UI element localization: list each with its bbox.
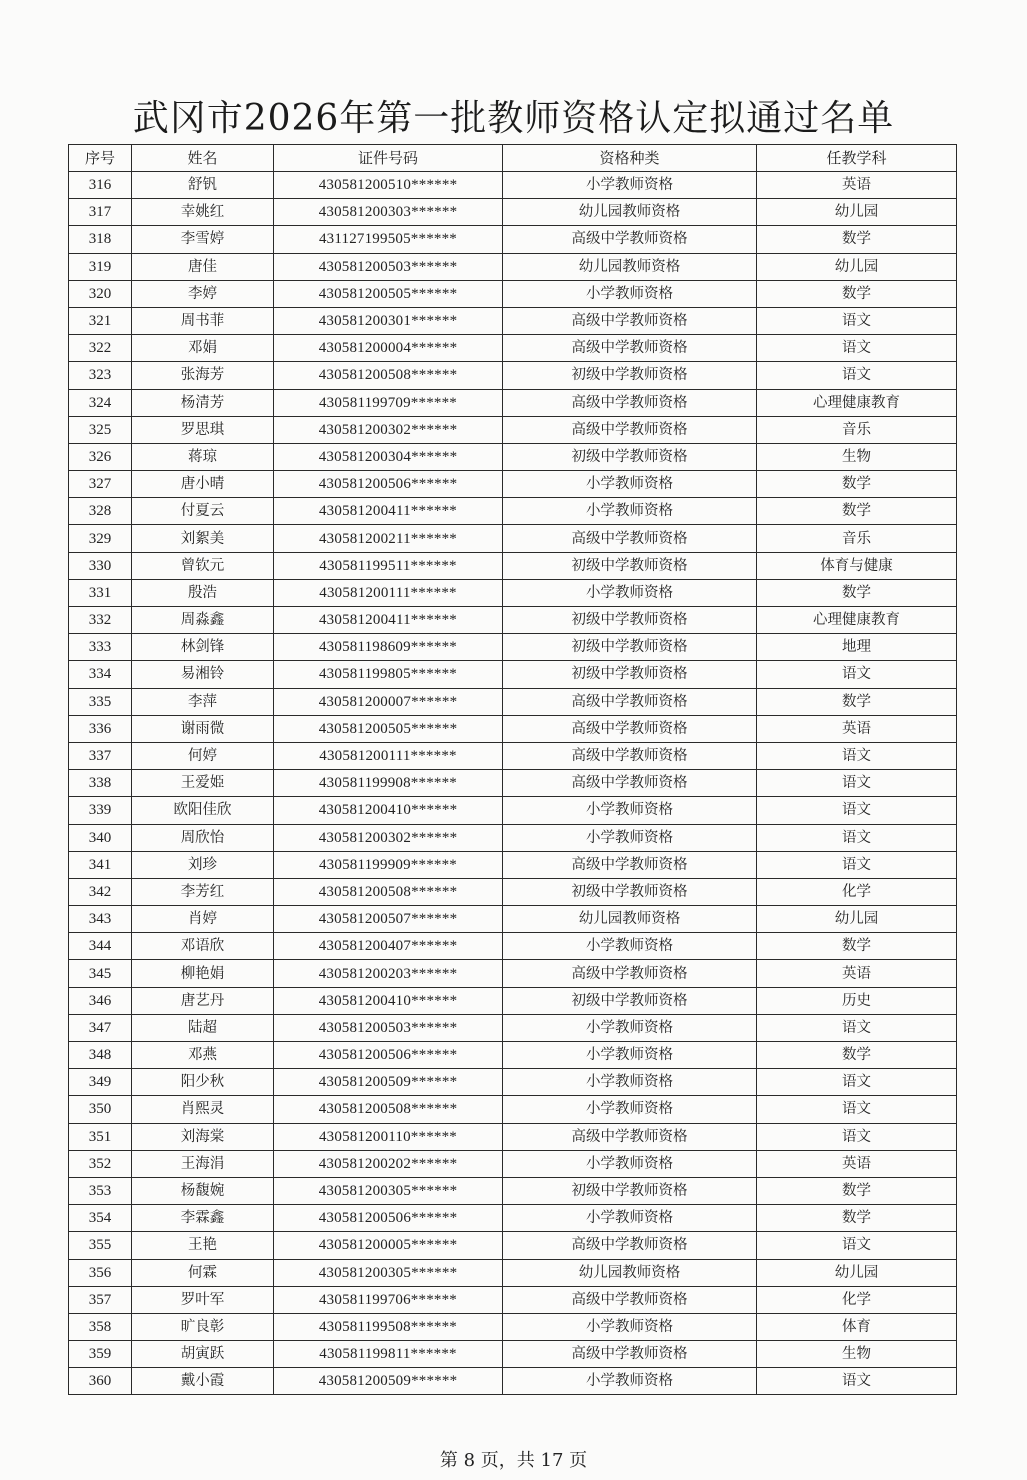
id-number-cell: 430581200503******: [274, 1014, 503, 1041]
serial-cell: 342: [69, 878, 132, 905]
id-number-cell: 430581200509******: [274, 1069, 503, 1096]
table-row: [69, 307, 957, 334]
subject-cell: 音乐: [757, 525, 957, 552]
serial-cell: 332: [69, 607, 132, 634]
qualification-cell: 初级中学教师资格: [503, 878, 757, 905]
serial-cell: 326: [69, 443, 132, 470]
name-cell: 谢雨微: [132, 715, 274, 742]
name-cell: 阳少秋: [132, 1069, 274, 1096]
table-row: [69, 1259, 957, 1286]
serial-cell: 333: [69, 634, 132, 661]
id-number-cell: 431127199505******: [274, 226, 503, 253]
name-cell: 杨馥婉: [132, 1177, 274, 1204]
header-subject: 任教学科: [757, 145, 957, 172]
name-cell: 刘絮美: [132, 525, 274, 552]
serial-cell: 348: [69, 1042, 132, 1069]
serial-cell: 322: [69, 335, 132, 362]
table-row: [69, 1232, 957, 1259]
qualification-cell: 小学教师资格: [503, 579, 757, 606]
table-row: [69, 715, 957, 742]
subject-cell: 数学: [757, 1042, 957, 1069]
serial-cell: 343: [69, 906, 132, 933]
table-row: [69, 280, 957, 307]
name-cell: 林剑锋: [132, 634, 274, 661]
serial-cell: 360: [69, 1368, 132, 1395]
id-number-cell: 430581199805******: [274, 661, 503, 688]
id-number-cell: 430581200506******: [274, 1205, 503, 1232]
serial-cell: 344: [69, 933, 132, 960]
name-cell: 殷浩: [132, 579, 274, 606]
serial-cell: 329: [69, 525, 132, 552]
table-row: [69, 797, 957, 824]
name-cell: 李芳红: [132, 878, 274, 905]
name-cell: 何婷: [132, 742, 274, 769]
subject-cell: 心理健康教育: [757, 607, 957, 634]
serial-cell: 331: [69, 579, 132, 606]
name-cell: 周淼鑫: [132, 607, 274, 634]
id-number-cell: 430581200005******: [274, 1232, 503, 1259]
name-cell: 旷良彰: [132, 1313, 274, 1340]
serial-cell: 339: [69, 797, 132, 824]
table-row: [69, 607, 957, 634]
id-number-cell: 430581200509******: [274, 1368, 503, 1395]
qualification-cell: 高级中学教师资格: [503, 335, 757, 362]
serial-cell: 359: [69, 1341, 132, 1368]
subject-cell: 体育: [757, 1313, 957, 1340]
serial-cell: 320: [69, 280, 132, 307]
id-number-cell: 430581200507******: [274, 906, 503, 933]
id-number-cell: 430581200301******: [274, 307, 503, 334]
qualification-cell: 小学教师资格: [503, 797, 757, 824]
subject-cell: 语文: [757, 661, 957, 688]
qualification-cell: 小学教师资格: [503, 824, 757, 851]
qualification-cell: 小学教师资格: [503, 1313, 757, 1340]
id-number-cell: 430581200304******: [274, 443, 503, 470]
serial-cell: 321: [69, 307, 132, 334]
id-number-cell: 430581200305******: [274, 1259, 503, 1286]
subject-cell: 生物: [757, 1341, 957, 1368]
qualification-cell: 小学教师资格: [503, 1205, 757, 1232]
header-name: 姓名: [132, 145, 274, 172]
subject-cell: 语文: [757, 362, 957, 389]
subject-cell: 数学: [757, 688, 957, 715]
table-row: [69, 1177, 957, 1204]
table-row: [69, 906, 957, 933]
id-number-cell: 430581200211******: [274, 525, 503, 552]
table-header-row: [69, 145, 957, 172]
subject-cell: 幼儿园: [757, 1259, 957, 1286]
name-cell: 何霖: [132, 1259, 274, 1286]
id-number-cell: 430581199709******: [274, 389, 503, 416]
table-row: [69, 960, 957, 987]
name-cell: 邓娟: [132, 335, 274, 362]
qualification-cell: 高级中学教师资格: [503, 226, 757, 253]
serial-cell: 349: [69, 1069, 132, 1096]
serial-cell: 317: [69, 199, 132, 226]
table-row: [69, 878, 957, 905]
subject-cell: 数学: [757, 579, 957, 606]
name-cell: 戴小霞: [132, 1368, 274, 1395]
subject-cell: 数学: [757, 226, 957, 253]
subject-cell: 语文: [757, 1232, 957, 1259]
subject-cell: 语文: [757, 742, 957, 769]
qualification-cell: 小学教师资格: [503, 1014, 757, 1041]
table-row: [69, 1042, 957, 1069]
table-row: [69, 634, 957, 661]
id-number-cell: 430581199508******: [274, 1313, 503, 1340]
subject-cell: 数学: [757, 471, 957, 498]
serial-cell: 318: [69, 226, 132, 253]
serial-cell: 316: [69, 172, 132, 199]
subject-cell: 语文: [757, 1368, 957, 1395]
name-cell: 唐小晴: [132, 471, 274, 498]
table-row: [69, 770, 957, 797]
qualification-cell: 小学教师资格: [503, 1096, 757, 1123]
qualification-cell: 高级中学教师资格: [503, 960, 757, 987]
name-cell: 陆超: [132, 1014, 274, 1041]
qualification-cell: 初级中学教师资格: [503, 362, 757, 389]
id-number-cell: 430581200508******: [274, 362, 503, 389]
subject-cell: 语文: [757, 797, 957, 824]
id-number-cell: 430581200503******: [274, 253, 503, 280]
subject-cell: 幼儿园: [757, 906, 957, 933]
qualification-cell: 幼儿园教师资格: [503, 906, 757, 933]
subject-cell: 化学: [757, 1286, 957, 1313]
id-number-cell: 430581200505******: [274, 280, 503, 307]
serial-cell: 352: [69, 1150, 132, 1177]
table-row: [69, 253, 957, 280]
table-row: [69, 579, 957, 606]
qualification-cell: 高级中学教师资格: [503, 1232, 757, 1259]
qualification-cell: 初级中学教师资格: [503, 607, 757, 634]
serial-cell: 356: [69, 1259, 132, 1286]
page-number: 第 8 页，共 17 页: [439, 1450, 588, 1471]
name-cell: 罗思琪: [132, 416, 274, 443]
table-row: [69, 1205, 957, 1232]
qualification-cell: 小学教师资格: [503, 1150, 757, 1177]
table-row: [69, 987, 957, 1014]
id-number-cell: 430581200506******: [274, 471, 503, 498]
qualification-cell: 高级中学教师资格: [503, 715, 757, 742]
subject-cell: 地理: [757, 634, 957, 661]
subject-cell: 幼儿园: [757, 199, 957, 226]
name-cell: 肖婷: [132, 906, 274, 933]
table-body: [69, 172, 957, 1395]
qualification-cell: 小学教师资格: [503, 172, 757, 199]
subject-cell: 英语: [757, 1150, 957, 1177]
table-row: [69, 824, 957, 851]
subject-cell: 幼儿园: [757, 253, 957, 280]
serial-cell: 355: [69, 1232, 132, 1259]
name-cell: 李婷: [132, 280, 274, 307]
table-row: [69, 362, 957, 389]
name-cell: 周书菲: [132, 307, 274, 334]
id-number-cell: 430581200202******: [274, 1150, 503, 1177]
id-number-cell: 430581200506******: [274, 1042, 503, 1069]
qualification-cell: 高级中学教师资格: [503, 525, 757, 552]
subject-cell: 语文: [757, 851, 957, 878]
id-number-cell: 430581200510******: [274, 172, 503, 199]
serial-cell: 338: [69, 770, 132, 797]
qualification-cell: 初级中学教师资格: [503, 443, 757, 470]
serial-cell: 324: [69, 389, 132, 416]
id-number-cell: 430581200111******: [274, 579, 503, 606]
id-number-cell: 430581199706******: [274, 1286, 503, 1313]
name-cell: 李霖鑫: [132, 1205, 274, 1232]
id-number-cell: 430581200505******: [274, 715, 503, 742]
serial-cell: 323: [69, 362, 132, 389]
name-cell: 易湘铃: [132, 661, 274, 688]
serial-cell: 350: [69, 1096, 132, 1123]
table-row: [69, 1014, 957, 1041]
table-row: [69, 172, 957, 199]
serial-cell: 358: [69, 1313, 132, 1340]
id-number-cell: 430581200508******: [274, 878, 503, 905]
qualification-cell: 高级中学教师资格: [503, 688, 757, 715]
serial-cell: 357: [69, 1286, 132, 1313]
name-cell: 柳艳娟: [132, 960, 274, 987]
table-row: [69, 471, 957, 498]
id-number-cell: 430581200303******: [274, 199, 503, 226]
name-cell: 杨清芳: [132, 389, 274, 416]
table-row: [69, 933, 957, 960]
table-row: [69, 1286, 957, 1313]
qualification-cell: 高级中学教师资格: [503, 1341, 757, 1368]
name-cell: 李萍: [132, 688, 274, 715]
name-cell: 王爱姫: [132, 770, 274, 797]
id-number-cell: 430581200110******: [274, 1123, 503, 1150]
qualification-cell: 小学教师资格: [503, 498, 757, 525]
id-number-cell: 430581200302******: [274, 416, 503, 443]
qualification-cell: 高级中学教师资格: [503, 307, 757, 334]
subject-cell: 体育与健康: [757, 552, 957, 579]
qualification-cell: 小学教师资格: [503, 1069, 757, 1096]
id-number-cell: 430581199511******: [274, 552, 503, 579]
table-row: [69, 552, 957, 579]
subject-cell: 语文: [757, 1096, 957, 1123]
id-number-cell: 430581200407******: [274, 933, 503, 960]
name-cell: 舒钒: [132, 172, 274, 199]
subject-cell: 数学: [757, 1205, 957, 1232]
qualification-cell: 初级中学教师资格: [503, 634, 757, 661]
subject-cell: 数学: [757, 1177, 957, 1204]
name-cell: 张海芳: [132, 362, 274, 389]
id-number-cell: 430581200411******: [274, 498, 503, 525]
subject-cell: 语文: [757, 307, 957, 334]
serial-cell: 325: [69, 416, 132, 443]
id-number-cell: 430581200410******: [274, 987, 503, 1014]
table-row: [69, 1096, 957, 1123]
serial-cell: 347: [69, 1014, 132, 1041]
qualification-cell: 初级中学教师资格: [503, 1177, 757, 1204]
table-row: [69, 1368, 957, 1395]
header-serial: 序号: [69, 145, 132, 172]
roster-table: [68, 144, 957, 1395]
qualification-cell: 高级中学教师资格: [503, 1286, 757, 1313]
id-number-cell: 430581200203******: [274, 960, 503, 987]
id-number-cell: 430581199811******: [274, 1341, 503, 1368]
serial-cell: 330: [69, 552, 132, 579]
qualification-cell: 小学教师资格: [503, 1042, 757, 1069]
qualification-cell: 初级中学教师资格: [503, 552, 757, 579]
serial-cell: 340: [69, 824, 132, 851]
name-cell: 王海涓: [132, 1150, 274, 1177]
header-qualification-type: 资格种类: [503, 145, 757, 172]
name-cell: 唐艺丹: [132, 987, 274, 1014]
table-row: [69, 335, 957, 362]
table-row: [69, 1313, 957, 1340]
id-number-cell: 430581200305******: [274, 1177, 503, 1204]
id-number-cell: 430581200410******: [274, 797, 503, 824]
header-id-number: 证件号码: [274, 145, 503, 172]
name-cell: 唐佳: [132, 253, 274, 280]
table-row: [69, 443, 957, 470]
subject-cell: 语文: [757, 1014, 957, 1041]
table-row: [69, 661, 957, 688]
name-cell: 付夏云: [132, 498, 274, 525]
name-cell: 幸姚红: [132, 199, 274, 226]
table-row: [69, 1341, 957, 1368]
table-row: [69, 199, 957, 226]
table-row: [69, 226, 957, 253]
id-number-cell: 430581200508******: [274, 1096, 503, 1123]
name-cell: 罗叶军: [132, 1286, 274, 1313]
qualification-cell: 高级中学教师资格: [503, 389, 757, 416]
table-row: [69, 688, 957, 715]
subject-cell: 语文: [757, 1123, 957, 1150]
qualification-cell: 高级中学教师资格: [503, 851, 757, 878]
table-row: [69, 525, 957, 552]
subject-cell: 语文: [757, 770, 957, 797]
subject-cell: 语文: [757, 824, 957, 851]
qualification-cell: 幼儿园教师资格: [503, 253, 757, 280]
name-cell: 李雪婷: [132, 226, 274, 253]
qualification-cell: 小学教师资格: [503, 933, 757, 960]
qualification-cell: 小学教师资格: [503, 1368, 757, 1395]
serial-cell: 346: [69, 987, 132, 1014]
table-row: [69, 1123, 957, 1150]
qualification-cell: 幼儿园教师资格: [503, 199, 757, 226]
subject-cell: 音乐: [757, 416, 957, 443]
name-cell: 周欣怡: [132, 824, 274, 851]
name-cell: 刘海棠: [132, 1123, 274, 1150]
qualification-cell: 初级中学教师资格: [503, 661, 757, 688]
id-number-cell: 430581198609******: [274, 634, 503, 661]
qualification-cell: 高级中学教师资格: [503, 742, 757, 769]
name-cell: 肖熙灵: [132, 1096, 274, 1123]
subject-cell: 英语: [757, 715, 957, 742]
id-number-cell: 430581199909******: [274, 851, 503, 878]
name-cell: 王艳: [132, 1232, 274, 1259]
table-row: [69, 389, 957, 416]
page-title: 武冈市2026年第一批教师资格认定拟通过名单: [132, 98, 895, 139]
table-row: [69, 498, 957, 525]
table-row: [69, 1150, 957, 1177]
qualification-cell: 高级中学教师资格: [503, 416, 757, 443]
subject-cell: 数学: [757, 933, 957, 960]
id-number-cell: 430581200004******: [274, 335, 503, 362]
table-row: [69, 1069, 957, 1096]
serial-cell: 351: [69, 1123, 132, 1150]
serial-cell: 319: [69, 253, 132, 280]
serial-cell: 328: [69, 498, 132, 525]
serial-cell: 353: [69, 1177, 132, 1204]
serial-cell: 341: [69, 851, 132, 878]
qualification-cell: 幼儿园教师资格: [503, 1259, 757, 1286]
serial-cell: 327: [69, 471, 132, 498]
qualification-cell: 高级中学教师资格: [503, 770, 757, 797]
id-number-cell: 430581200007******: [274, 688, 503, 715]
subject-cell: 生物: [757, 443, 957, 470]
name-cell: 邓燕: [132, 1042, 274, 1069]
name-cell: 蒋琼: [132, 443, 274, 470]
name-cell: 邓语欣: [132, 933, 274, 960]
subject-cell: 英语: [757, 960, 957, 987]
id-number-cell: 430581200302******: [274, 824, 503, 851]
name-cell: 欧阳佳欣: [132, 797, 274, 824]
id-number-cell: 430581200111******: [274, 742, 503, 769]
serial-cell: 354: [69, 1205, 132, 1232]
subject-cell: 心理健康教育: [757, 389, 957, 416]
qualification-cell: 初级中学教师资格: [503, 987, 757, 1014]
name-cell: 胡寅跃: [132, 1341, 274, 1368]
name-cell: 刘珍: [132, 851, 274, 878]
table-row: [69, 742, 957, 769]
serial-cell: 337: [69, 742, 132, 769]
qualification-cell: 小学教师资格: [503, 280, 757, 307]
subject-cell: 历史: [757, 987, 957, 1014]
id-number-cell: 430581199908******: [274, 770, 503, 797]
table-row: [69, 416, 957, 443]
serial-cell: 335: [69, 688, 132, 715]
serial-cell: 345: [69, 960, 132, 987]
subject-cell: 数学: [757, 280, 957, 307]
subject-cell: 化学: [757, 878, 957, 905]
subject-cell: 语文: [757, 1069, 957, 1096]
name-cell: 曾钦元: [132, 552, 274, 579]
qualification-cell: 小学教师资格: [503, 471, 757, 498]
qualification-cell: 高级中学教师资格: [503, 1123, 757, 1150]
table-row: [69, 851, 957, 878]
subject-cell: 语文: [757, 335, 957, 362]
serial-cell: 336: [69, 715, 132, 742]
serial-cell: 334: [69, 661, 132, 688]
id-number-cell: 430581200411******: [274, 607, 503, 634]
subject-cell: 英语: [757, 172, 957, 199]
subject-cell: 数学: [757, 498, 957, 525]
